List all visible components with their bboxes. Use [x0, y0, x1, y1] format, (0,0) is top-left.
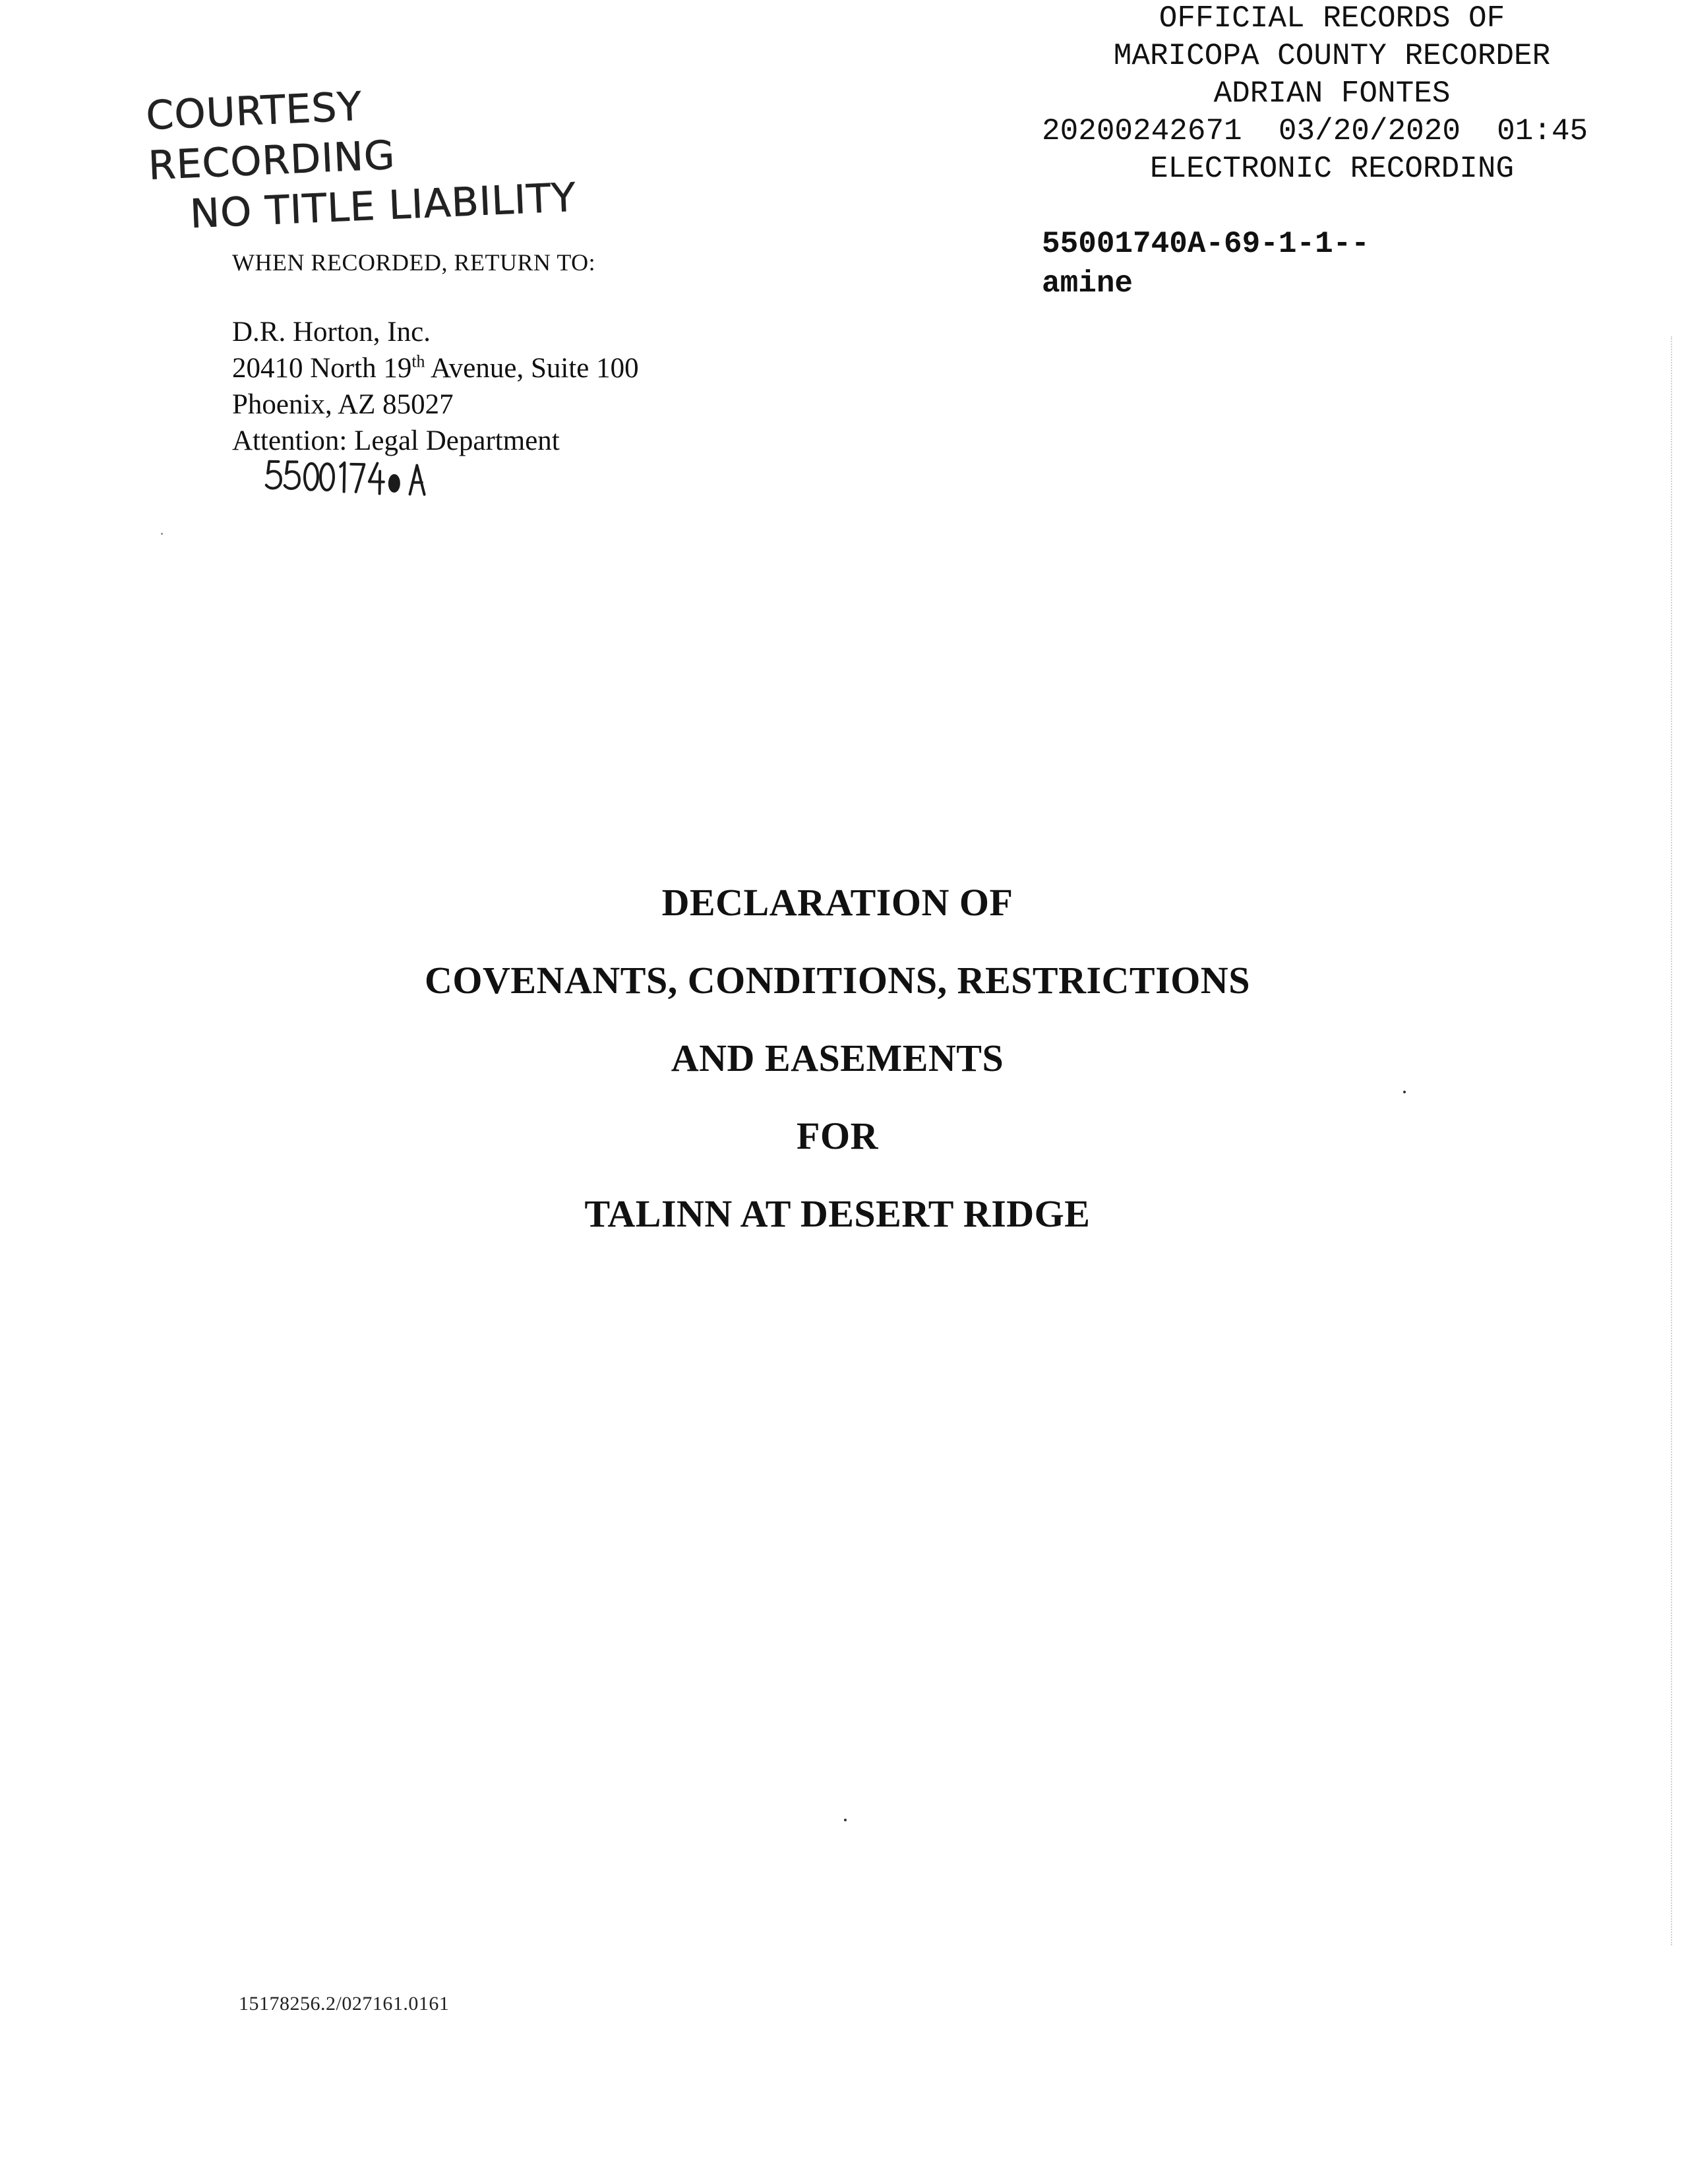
stamp-line-2: NO TITLE LIABILITY — [189, 174, 578, 238]
recorder-line-2: MARICOPA COUNTY RECORDER — [1113, 39, 1551, 73]
return-name: D.R. Horton, Inc. — [232, 317, 431, 348]
handwriting-drawing — [263, 454, 448, 503]
title-line-2: COVENANTS, CONDITIONS, RESTRICTIONS — [425, 959, 1250, 1002]
stamp-line-1: COURTESY RECORDING — [145, 83, 396, 189]
recording-time: 01:45 — [1497, 114, 1588, 148]
street-suffix: Avenue, Suite 100 — [425, 353, 639, 384]
return-address — [232, 248, 639, 459]
return-attention: Attention: Legal Department — [232, 425, 560, 456]
street-ordinal: th — [411, 351, 425, 371]
recorder-line-3: ADRIAN FONTES — [1213, 76, 1451, 111]
scan-speck — [1403, 1091, 1406, 1093]
courtesy-recording-stamp — [145, 71, 626, 241]
handwritten-file-number — [263, 454, 448, 503]
street-prefix: 20410 North 19 — [232, 353, 412, 384]
return-city: Phoenix, AZ 85027 — [232, 389, 454, 420]
title-line-3: AND EASEMENTS — [671, 1037, 1004, 1079]
title-line-1: DECLARATION OF — [661, 881, 1013, 924]
order-number: 55001740A-69-1-1-- — [1042, 227, 1370, 261]
scan-speck — [844, 1819, 847, 1821]
recorder-line-1: OFFICIAL RECORDS OF — [1159, 1, 1505, 36]
document-reference-number: 15178256.2/027161.0161 — [239, 1993, 450, 2015]
recorder-header — [1002, 0, 1662, 188]
title-line-4: FOR — [797, 1114, 878, 1157]
return-street — [232, 350, 639, 386]
recording-date: 03/20/2020 — [1278, 114, 1461, 148]
order-block — [1042, 224, 1370, 303]
scan-speck — [161, 533, 163, 535]
recording-number-row — [1002, 113, 1662, 150]
document-title — [0, 864, 1675, 1253]
title-line-5: TALINN AT DESERT RIDGE — [584, 1192, 1091, 1235]
return-heading: WHEN RECORDED, RETURN TO: — [232, 249, 596, 276]
order-user: amine — [1042, 266, 1133, 301]
scan-edge-artifact — [1671, 336, 1676, 1945]
recorder-line-5: ELECTRONIC RECORDING — [1149, 152, 1515, 186]
recording-number: 20200242671 — [1042, 114, 1242, 148]
